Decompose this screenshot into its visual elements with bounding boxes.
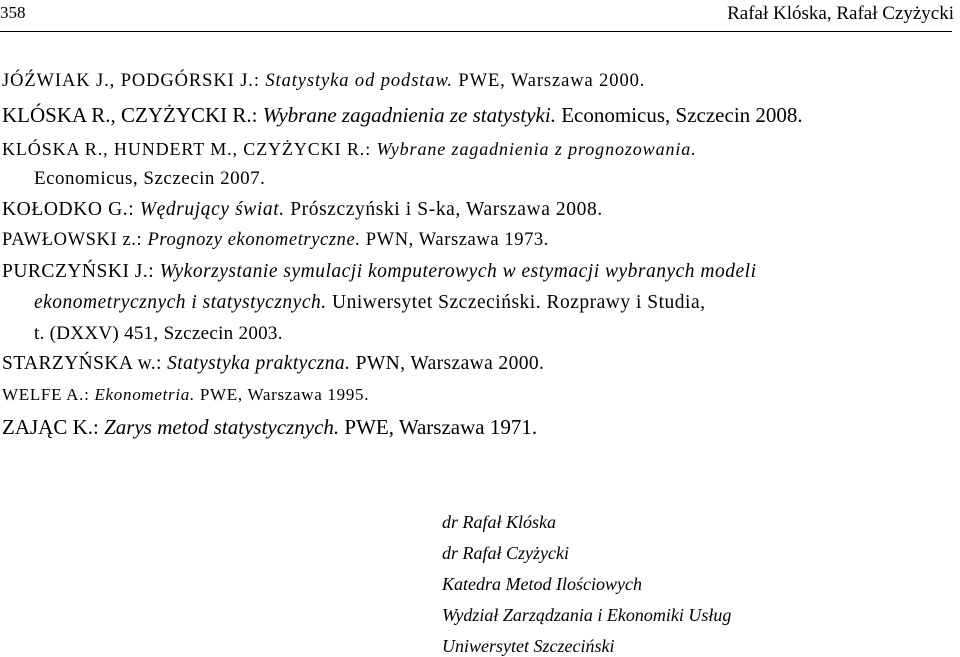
reference-line — [34, 168, 265, 190]
reference-text: STARZYŃSKA w.: — [2, 353, 168, 374]
affiliation-line: Katedra Metod Ilościowych — [442, 574, 642, 594]
reference-text: KLÓSKA R., CZYŻYCKI R.: — [2, 103, 263, 127]
page-header — [0, 0, 956, 28]
reference-text: PWN, Warszawa 1973. — [360, 230, 549, 250]
running-head: Rafał Klóska, Rafał Czyżycki — [727, 3, 954, 24]
reference-title: ekonometrycznych i statystycznych. — [34, 292, 327, 313]
reference-title: Statystyka praktyczna. — [167, 353, 351, 374]
reference-text: ZAJĄC K.: — [2, 415, 105, 439]
reference-title: Ekonometria. — [94, 385, 195, 404]
reference-text: Economicus, Szczecin 2007. — [34, 168, 266, 189]
reference-title: Prognozy ekonometryczne. — [147, 230, 361, 250]
reference-text: t. (DXXV) 451, Szczecin 2003. — [34, 323, 283, 344]
page-number: 358 — [0, 3, 26, 22]
reference-line — [2, 103, 803, 128]
reference-title: Zarys metod statystycznych. — [104, 415, 340, 439]
reference-line — [2, 353, 544, 375]
reference-title: Statystyka od podstaw. — [265, 71, 453, 91]
reference-line — [34, 292, 705, 314]
reference-line — [2, 230, 549, 251]
reference-line — [2, 139, 697, 160]
reference-text: PWE, Warszawa 2000. — [452, 71, 646, 91]
reference-line — [2, 199, 603, 221]
reference-line — [2, 415, 537, 440]
reference-text: PAWŁOWSKI z.: — [2, 230, 148, 250]
reference-line — [2, 261, 757, 283]
reference-text: KLÓSKA R., HUNDERT M., CZYŻYCKI R.: — [2, 139, 377, 159]
reference-text: PWE, Warszawa 1971. — [339, 415, 538, 439]
header-rule — [0, 31, 952, 32]
reference-text: PURCZYŃSKI J.: — [2, 261, 160, 282]
reference-text: KOŁODKO G.: — [2, 199, 140, 220]
affiliation-line: Wydział Zarządzania i Ekonomiki Usług — [442, 605, 732, 625]
reference-title: Wybrane zagadnienia z prognozowania. — [376, 139, 697, 159]
reference-text: Uniwersytet Szczeciński. Rozprawy i Studia, — [326, 292, 706, 313]
reference-text: Prószczyński i S-ka, Warszawa 2008. — [284, 199, 603, 220]
reference-text: WELFE A.: — [2, 385, 95, 404]
affiliation-line: dr Rafał Czyżycki — [442, 543, 569, 563]
reference-title: Wędrujący świat. — [139, 199, 285, 220]
reference-title: Wykorzystanie symulacji komputerowych w estymacji wybranych modeli — [159, 261, 757, 282]
affiliation-line: Uniwersytet Szczeciński — [442, 636, 615, 656]
reference-text: JÓŹWIAK J., PODGÓRSKI J.: — [2, 71, 266, 91]
reference-line — [2, 385, 369, 405]
reference-line — [34, 323, 283, 345]
reference-text: Economicus, Szczecin 2008. — [555, 103, 803, 127]
reference-line — [2, 71, 645, 92]
reference-text: PWE, Warszawa 1995. — [194, 385, 370, 404]
reference-title: Wybrane zagadnienia ze statystyki. — [262, 103, 556, 127]
reference-text: PWN, Warszawa 2000. — [350, 353, 545, 374]
affiliation-line: dr Rafał Klóska — [442, 512, 557, 532]
